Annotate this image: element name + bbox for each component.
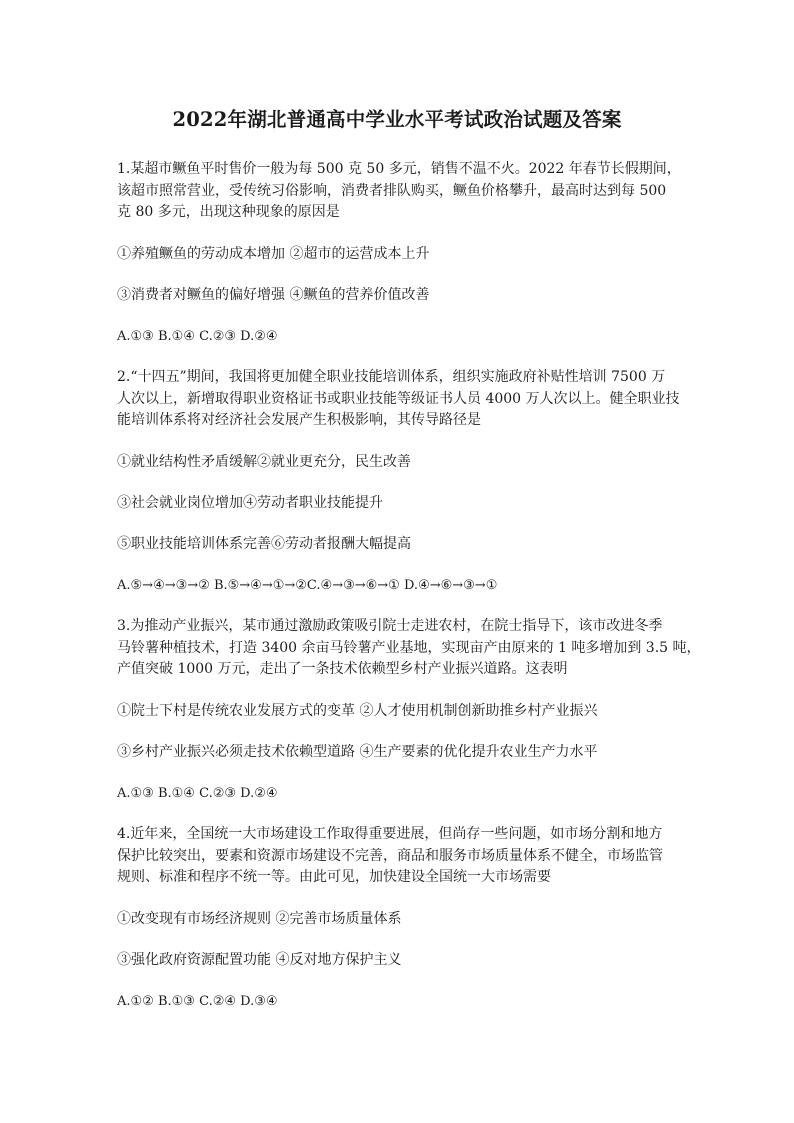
q4-item-line-2: ③强化政府资源配置功能 ④反对地方保护主义: [117, 952, 402, 968]
q2-item-line-3: ⑤职业技能培训体系完善⑥劳动者报酬大幅提高: [117, 536, 411, 552]
q2-stem-line-2: 人次以上，新增取得职业资格证书或职业技能等级证书人员 4000 万人次以上。健全职业技: [117, 391, 680, 407]
q3-item-line-1: ①院士下村是传统农业发展方式的变革 ②人才使用机制创新助推乡村产业振兴: [117, 703, 598, 719]
q4-stem-line-1: 4.近年来，全国统一大市场建设工作取得重要进展，但尚存一些问题，如市场分割和地方: [117, 826, 663, 842]
q1-stem-line-2: 该超市照常营业，受传统习俗影响，消费者排队购买，鳜鱼价格攀升，最高时达到每 500: [117, 183, 667, 199]
q4-stem-line-2: 保护比较突出，要素和资源市场建设不完善，商品和服务市场质量体系不健全，市场监管: [117, 848, 663, 864]
q1-choices: A.①③ B.①④ C.②③ D.②④: [117, 329, 278, 344]
q4-item-line-1: ①改变现有市场经济规则 ②完善市场质量体系: [117, 911, 402, 927]
q1-stem-line-1: 1.某超市鳜鱼平时售价一般为每 500 克 50 多元，销售不温不火。2022 年春节长假期间，: [117, 161, 681, 177]
q2-stem-line-3: 能培训体系将对经济社会发展产生积极影响，其传导路径是: [117, 412, 481, 428]
q1-stem-line-3: 克 80 多元，出现这种现象的原因是: [117, 204, 340, 220]
q2-item-line-2: ③社会就业岗位增加④劳动者职业技能提升: [117, 495, 383, 511]
q1-item-line-2: ③消费者对鳜鱼的偏好增强 ④鳜鱼的营养价值改善: [117, 287, 430, 303]
q4-choices: A.①② B.①③ C.②④ D.③④: [117, 994, 278, 1009]
q4-stem-line-3: 规则、标准和程序不统一等。由此可见，加快建设全国统一大市场需要: [117, 869, 551, 885]
document-title: 2022年湖北普通高中学业水平考试政治试题及答案: [172, 108, 622, 131]
q3-stem-line-2: 马铃薯种植技术，打造 3400 余亩马铃薯产业基地，实现亩产由原来的 1 吨多增加到 3.5 吨，: [117, 640, 701, 656]
q3-item-line-2: ③乡村产业振兴必须走技术依赖型道路 ④生产要素的优化提升农业生产力水平: [117, 744, 598, 760]
q2-stem-line-1: 2.“十四五”期间，我国将更加健全职业技能培训体系，组织实施政府补贴性培训 7500 万: [117, 369, 666, 385]
q2-item-line-1: ①就业结构性矛盾缓解②就业更充分，民生改善: [117, 454, 411, 470]
q3-stem-line-1: 3.为推动产业振兴，某市通过激励政策吸引院士走进农村，在院士指导下，该市改进冬季: [117, 618, 663, 634]
q3-choices: A.①③ B.①④ C.②③ D.②④: [117, 786, 278, 801]
q2-choices: A.⑤→④→③→② B.⑤→④→①→②C.④→③→⑥→① D.④→⑥→③→①: [117, 578, 498, 593]
q1-item-line-1: ①养殖鳜鱼的劳动成本增加 ②超市的运营成本上升: [117, 246, 430, 262]
q3-stem-line-3: 产值突破 1000 万元，走出了一条技术依赖型乡村产业振兴道路。这表明: [117, 661, 568, 677]
